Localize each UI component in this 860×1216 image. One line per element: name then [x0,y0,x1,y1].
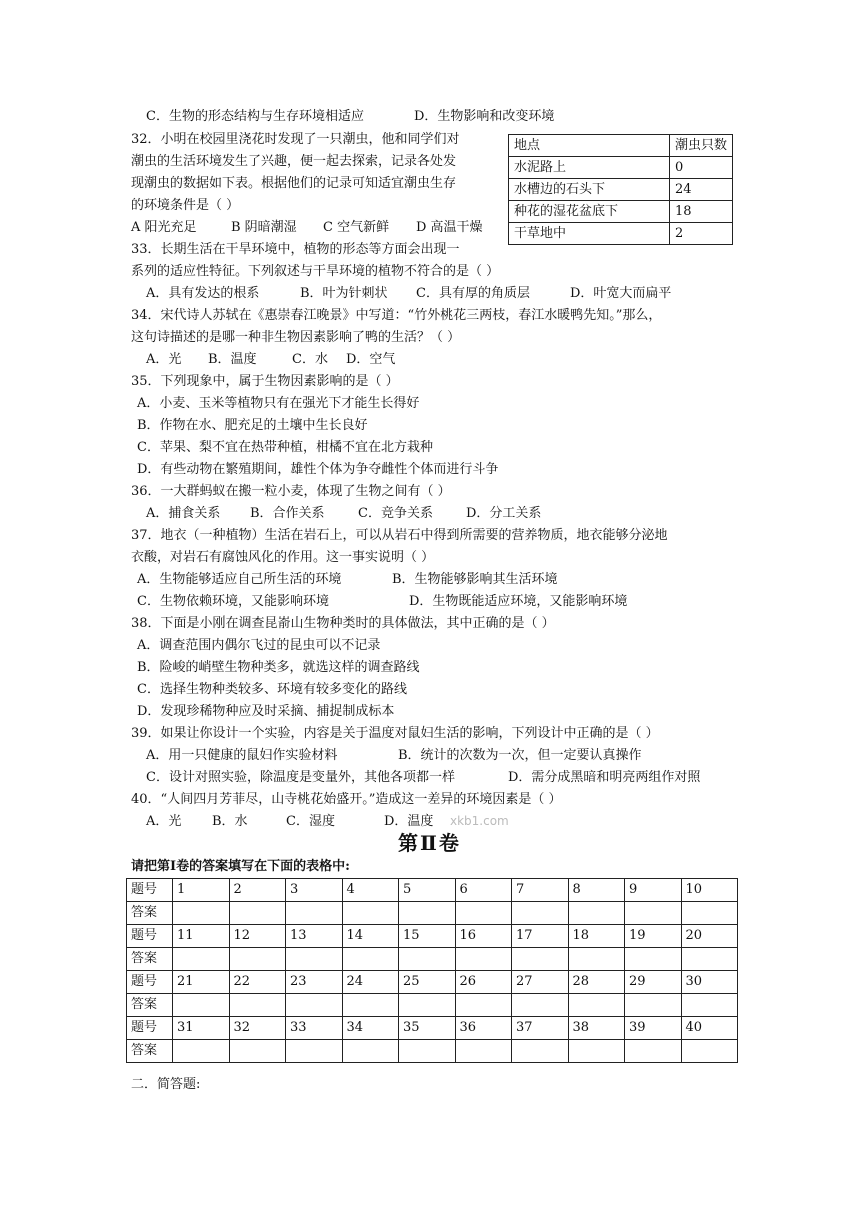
q37-option-d: D．生物既能适应环境，又能影响环境 [409,594,628,609]
survey-header-count: 潮虫只数 [670,135,733,157]
watermark: xkb1.com [450,814,509,828]
answer-cell[interactable] [625,1040,682,1063]
answer-cell[interactable] [681,994,738,1017]
answer-cell[interactable] [342,994,399,1017]
q33-option-b: B．叶为针刺状 [300,286,388,301]
question-number-cell: 25 [399,971,456,994]
question-number-cell: 16 [455,925,512,948]
question-number-cell: 32 [229,1017,286,1040]
answer-cell[interactable] [173,948,230,971]
answer-cell[interactable] [625,948,682,971]
question-number-cell: 36 [455,1017,512,1040]
q40-option-c: C．湿度 [286,814,335,829]
survey-table-header [509,135,733,157]
survey-cell-count: 24 [670,179,733,201]
answer-label: 答案 [127,948,173,971]
answer-cell[interactable] [625,994,682,1017]
answer-cell[interactable] [229,948,286,971]
survey-cell-location: 干草地中 [509,223,670,245]
q33-line-2: 系列的适应性特征。下列叙述与干旱环境的植物不符合的是（ ） [131,264,500,279]
answer-cell[interactable] [568,994,625,1017]
question-number-cell: 29 [625,971,682,994]
question-number-cell: 17 [512,925,569,948]
q36-stem: 36．一大群蚂蚁在搬一粒小麦，体现了生物之间有（ ） [131,484,451,499]
survey-cell-count: 0 [670,157,733,179]
answer-cell[interactable] [455,1040,512,1063]
answer-label: 答案 [127,994,173,1017]
answer-cell[interactable] [173,1040,230,1063]
question-number-cell: 26 [455,971,512,994]
answer-cell[interactable] [681,948,738,971]
question-number-cell: 4 [342,879,399,902]
question-number-cell: 21 [173,971,230,994]
q38-option-a: A．调查范围内偶尔飞过的昆虫可以不记录 [137,638,381,653]
question-number-cell: 1 [173,879,230,902]
table-row [127,971,738,994]
question-number-cell: 19 [625,925,682,948]
q38-option-d: D．发现珍稀物种应及时采摘、捕捉制成标本 [137,704,395,719]
answer-cell[interactable] [173,902,230,925]
question-number-cell: 38 [568,1017,625,1040]
question-number-label: 题号 [127,879,173,902]
survey-cell-location: 水槽边的石头下 [509,179,670,201]
answer-cell[interactable] [512,948,569,971]
q37-option-c: C．生物依赖环境，又能影响环境 [137,594,329,609]
question-number-cell: 7 [512,879,569,902]
q34-option-c: C．水 [292,352,328,367]
question-number-cell: 15 [399,925,456,948]
question-number-cell: 18 [568,925,625,948]
section-2-title: 第Ⅱ卷 [398,831,461,855]
q32-option-d: D 高温干燥 [416,220,483,235]
q38-option-c: C．选择生物种类较多、环境有较多变化的路线 [137,682,407,697]
question-number-cell: 23 [286,971,343,994]
question-number-label: 题号 [127,971,173,994]
q33-option-c: C．具有厚的角质层 [416,286,530,301]
q34-option-b: B．温度 [208,352,257,367]
short-answer-heading: 二．简答题: [131,1077,201,1092]
answer-cell[interactable] [229,902,286,925]
q36-option-b: B．合作关系 [250,506,325,521]
answer-cell[interactable] [342,1040,399,1063]
survey-cell-count: 2 [670,223,733,245]
q33-option-d: D．叶宽大而扁平 [570,286,672,301]
q37-line-2: 衣酸，对岩石有腐蚀风化的作用。这一事实说明（ ） [131,550,435,565]
q39-option-a: A．用一只健康的鼠妇作实验材料 [146,748,338,763]
survey-cell-location: 种花的湿花盆底下 [509,201,670,223]
question-number-cell: 35 [399,1017,456,1040]
question-number-cell: 31 [173,1017,230,1040]
q34-line-2: 这句诗描述的是哪一种非生物因素影响了鸭的生活？（ ） [131,330,461,345]
answer-cell[interactable] [399,994,456,1017]
answer-cell[interactable] [286,1040,343,1063]
answer-cell[interactable] [455,994,512,1017]
question-number-cell: 28 [568,971,625,994]
question-number-cell: 3 [286,879,343,902]
question-number-cell: 12 [229,925,286,948]
table-row [509,201,733,223]
question-number-cell: 20 [681,925,738,948]
answer-instruction: 请把第Ⅰ卷的答案填写在下面的表格中: [131,859,350,874]
question-number-cell: 40 [681,1017,738,1040]
question-number-cell: 9 [625,879,682,902]
question-number-cell: 8 [568,879,625,902]
q39-option-d: D．需分成黑暗和明亮两组作对照 [508,770,701,785]
survey-table [508,134,733,245]
question-number-cell: 2 [229,879,286,902]
table-row [127,902,738,925]
table-row [509,223,733,245]
q37-option-b: B．生物能够影响其生活环境 [392,572,558,587]
answer-cell[interactable] [229,1040,286,1063]
survey-header-location: 地点 [509,135,670,157]
answer-cell[interactable] [568,948,625,971]
q39-stem: 39．如果让你设计一个实验，内容是关于温度对鼠妇生活的影响，下列设计中正确的是（ ） [131,726,659,741]
table-row [509,179,733,201]
answer-cell[interactable] [286,902,343,925]
q35-option-d: D．有些动物在繁殖期间，雄性个体为争夺雌性个体而进行斗争 [137,462,499,477]
question-number-cell: 13 [286,925,343,948]
q39-option-b: B．统计的次数为一次，但一定要认真操作 [398,748,642,763]
q32-option-a: A 阳光充足 [131,220,197,235]
q32-option-c: C 空气新鲜 [323,220,390,235]
q37-line-1: 37．地衣（一种植物）生活在岩石上，可以从岩石中得到所需要的营养物质，地衣能够分泌地 [131,528,668,543]
answer-label: 答案 [127,902,173,925]
q35-option-b: B．作物在水、肥充足的土壤中生长良好 [137,418,368,433]
question-number-cell: 5 [399,879,456,902]
answer-cell[interactable] [455,902,512,925]
q32-option-b: B 阴暗潮湿 [231,220,297,235]
answer-label: 答案 [127,1040,173,1063]
answer-cell[interactable] [399,902,456,925]
answer-cell[interactable] [229,994,286,1017]
q31-option-d: D．生物影响和改变环境 [414,109,555,124]
answer-cell[interactable] [342,902,399,925]
table-row [127,879,738,902]
q34-line-1: 34．宋代诗人苏轼在《惠崇春江晚景》中写道：“竹外桃花三两枝，春江水暖鸭先知。”那么， [131,308,662,323]
q38-stem: 38．下面是小刚在调查昆嵛山生物种类时的具体做法，其中正确的是（ ） [131,616,555,631]
q34-option-d: D．空气 [346,352,396,367]
question-number-cell: 27 [512,971,569,994]
survey-cell-location: 水泥路上 [509,157,670,179]
question-number-cell: 37 [512,1017,569,1040]
answer-cell[interactable] [625,902,682,925]
answer-cell[interactable] [681,1040,738,1063]
answer-cell[interactable] [286,948,343,971]
q35-option-a: A．小麦、玉米等植物只有在强光下才能生长得好 [137,396,420,411]
q33-option-a: A．具有发达的根系 [146,286,260,301]
table-row [127,994,738,1017]
q35-stem: 35．下列现象中，属于生物因素影响的是（ ） [131,374,399,389]
answer-cell[interactable] [399,1040,456,1063]
q32-line-4: 的环境条件是（ ） [131,198,240,213]
q37-option-a: A．生物能够适应自己所生活的环境 [137,572,342,587]
answer-cell[interactable] [342,948,399,971]
q32-line-2: 潮虫的生活环境发生了兴趣，便一起去探索，记录各处发 [131,154,457,169]
question-number-cell: 6 [455,879,512,902]
answer-cell[interactable] [681,902,738,925]
table-row [127,1017,738,1040]
q40-option-a: A．光 [146,814,182,829]
q38-option-b: B．险峻的峭壁生物种类多，就选这样的调查路线 [137,660,420,675]
q40-option-b: B．水 [212,814,248,829]
answer-cell[interactable] [568,902,625,925]
table-row [127,948,738,971]
answer-cell[interactable] [286,994,343,1017]
table-row [127,1040,738,1063]
q31-option-c: C．生物的形态结构与生存环境相适应 [146,109,364,124]
q32-line-3: 现潮虫的数据如下表。根据他们的记录可知适宜潮虫生存 [131,176,457,191]
answer-cell[interactable] [512,1040,569,1063]
question-number-cell: 22 [229,971,286,994]
q36-option-c: C．竞争关系 [358,506,433,521]
question-number-label: 题号 [127,925,173,948]
question-number-cell: 33 [286,1017,343,1040]
answer-cell[interactable] [173,994,230,1017]
answer-cell[interactable] [455,948,512,971]
answer-cell[interactable] [512,902,569,925]
question-number-cell: 10 [681,879,738,902]
answer-cell[interactable] [568,1040,625,1063]
table-row [127,925,738,948]
q34-option-a: A．光 [146,352,182,367]
question-number-cell: 24 [342,971,399,994]
q40-option-d: D．温度 [384,814,434,829]
q39-option-c: C．设计对照实验，除温度是变量外，其他各项都一样 [146,770,455,785]
question-number-cell: 30 [681,971,738,994]
table-row [509,157,733,179]
question-number-label: 题号 [127,1017,173,1040]
question-number-cell: 39 [625,1017,682,1040]
q40-stem: 40．“人间四月芳菲尽，山寺桃花始盛开。”造成这一差异的环境因素是（ ） [131,792,562,807]
answer-cell[interactable] [399,948,456,971]
question-number-cell: 14 [342,925,399,948]
answer-table [126,878,738,1063]
q33-line-1: 33．长期生活在干旱环境中，植物的形态等方面会出现一 [131,242,460,257]
question-number-cell: 11 [173,925,230,948]
survey-cell-count: 18 [670,201,733,223]
answer-table-body [127,879,738,1063]
q36-option-a: A．捕食关系 [146,506,221,521]
q32-line-1: 32．小明在校园里浇花时发现了一只潮虫，他和同学们对 [131,132,460,147]
answer-cell[interactable] [512,994,569,1017]
q35-option-c: C．苹果、梨不宜在热带种植，柑橘不宜在北方栽种 [137,440,433,455]
question-number-cell: 34 [342,1017,399,1040]
q36-option-d: D．分工关系 [466,506,542,521]
